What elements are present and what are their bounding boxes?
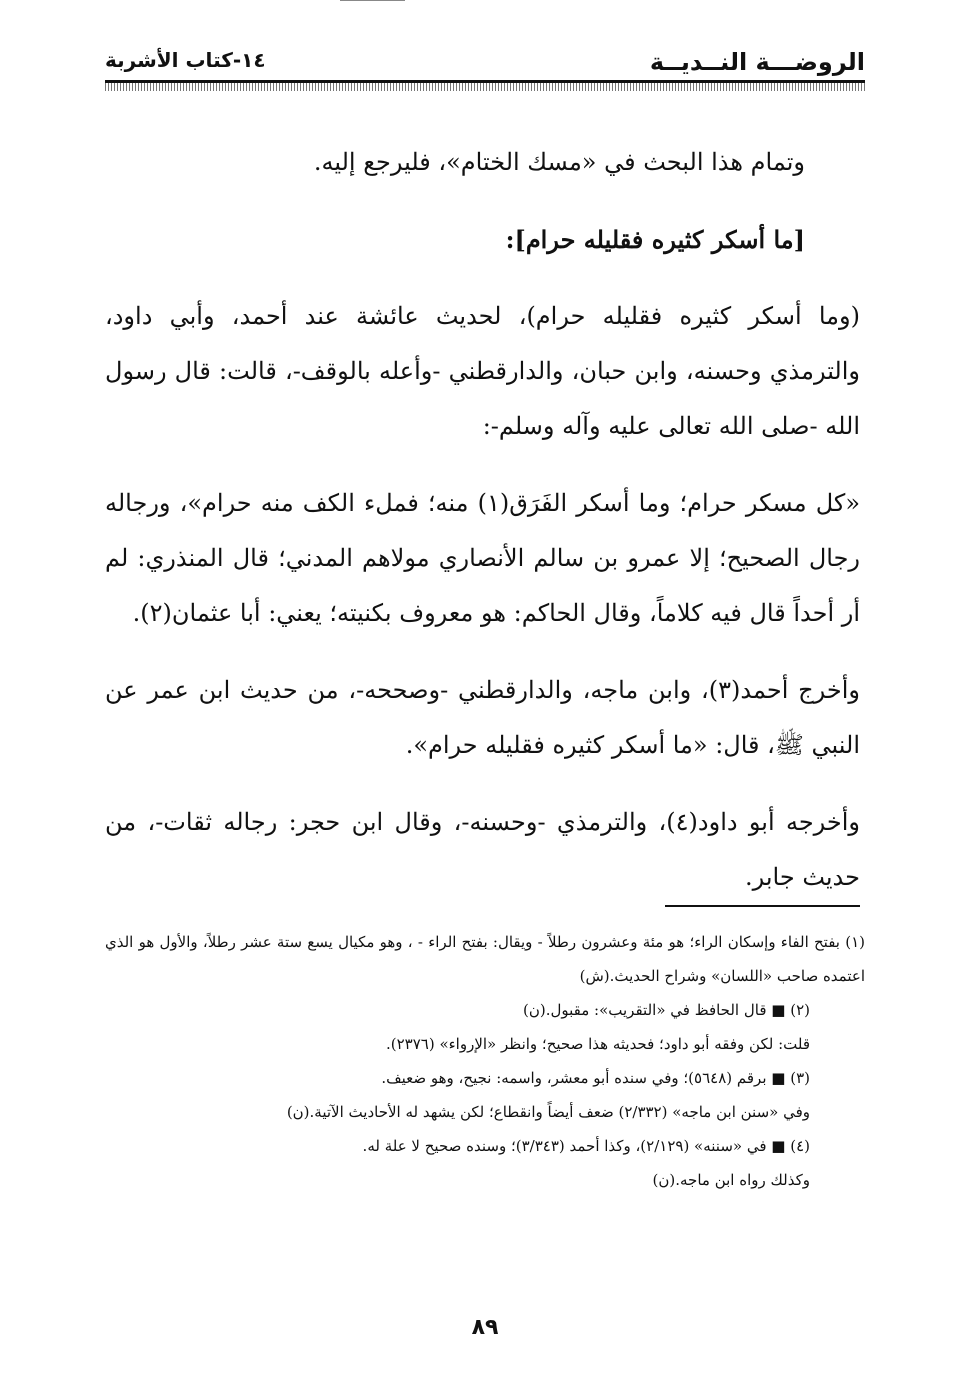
footnote-rule [665, 905, 860, 907]
footnote-3: (٣) ■ برقم (٥٦٤٨)؛ وفي سنده أبو معشر، واسمه: نجيح، وهو ضعيف. [381, 1069, 810, 1087]
footnotes [105, 925, 865, 1197]
chapter-title: ١٤-كتاب الأشربة [105, 48, 266, 72]
paragraph-4: وأخرج أحمد(٣)، وابن ماجه، والدارقطني -وصححه-، من حديث ابن عمر عن النبي ﷺ، قال: «ما أسكر كثيره فقليله حرام». [105, 676, 860, 759]
paragraph-5: وأخرجه أبو داود(٤)، والترمذي -وحسنه-، وقال ابن حجر: رجاله ثقات-، من حديث جابر. [105, 808, 860, 891]
footnote-3-note: وفي «سنن ابن ماجه» (٢/٣٣٢) ضعف أيضاً وانقطاع؛ لكن يشهد له الأحاديث الآتية.(ن) [286, 1103, 810, 1121]
main-text [105, 135, 860, 927]
page-header [105, 40, 865, 80]
page-number: ٨٩ [471, 1315, 499, 1340]
paragraph-3: «كل مسكر حرام؛ وما أسكر الفَرَق(١) منه؛ فملء الكف منه حرام»، ورجاله رجال الصحيح؛ إلا عمرو بن سالم الأنصاري مولاهم المدني؛ قال المنذري: لم أر أحداً قال فيه كلاماً، وقال الحاكم: هو معروف بكنيته؛ يعني: أبا عثمان(٢). [105, 489, 860, 627]
footnote-1: (١) بفتح الفاء وإسكان الراء؛ هو مئة وعشرون رطلاً - ويقال: بفتح الراء - ، وهو مكيال يسع ستة عشر رطلاً، والأول هو الذي اعتمده صاحب «اللسان» وشراح الحديث.(ش) [105, 933, 865, 985]
footnote-2: (٢) ■ قال الحافظ في «التقريب»: مقبول.(ن) [523, 1001, 810, 1019]
footnote-2-note: قلت: لكن وفقه أبو داود؛ فحديثه هذا صحيح؛ وانظر «الإرواء» (٢٣٧٦). [385, 1035, 810, 1053]
book-title: الروضـــة النــديــة [649, 48, 865, 76]
paragraph-1: وتمام هذا البحث في «مسك الختام»، فليرجع إليه. [313, 148, 805, 176]
paragraph-2: (وما أسكر كثيره فقليله حرام)، لحديث عائشة عند أحمد، وأبي داود، والترمذي وحسنه، وابن حبان، والدارقطني -وأعله بالوقف-، قالت: قال رسول الله -صلى الله تعالى عليه وآله وسلم-: [105, 302, 861, 440]
footnote-4-note: وكذلك رواه ابن ماجه.(ن) [652, 1171, 810, 1189]
top-mark [340, 0, 405, 1]
footnote-4: (٤) ■ في «سننه» (٢/١٢٩)، وكذا أحمد (٣/٣٤٣)؛ وسنده صحيح لا علة له. [362, 1137, 810, 1155]
header-rule [105, 80, 865, 91]
section-heading: [ما أسكر كثيره فقليله حرام]: [505, 225, 805, 254]
